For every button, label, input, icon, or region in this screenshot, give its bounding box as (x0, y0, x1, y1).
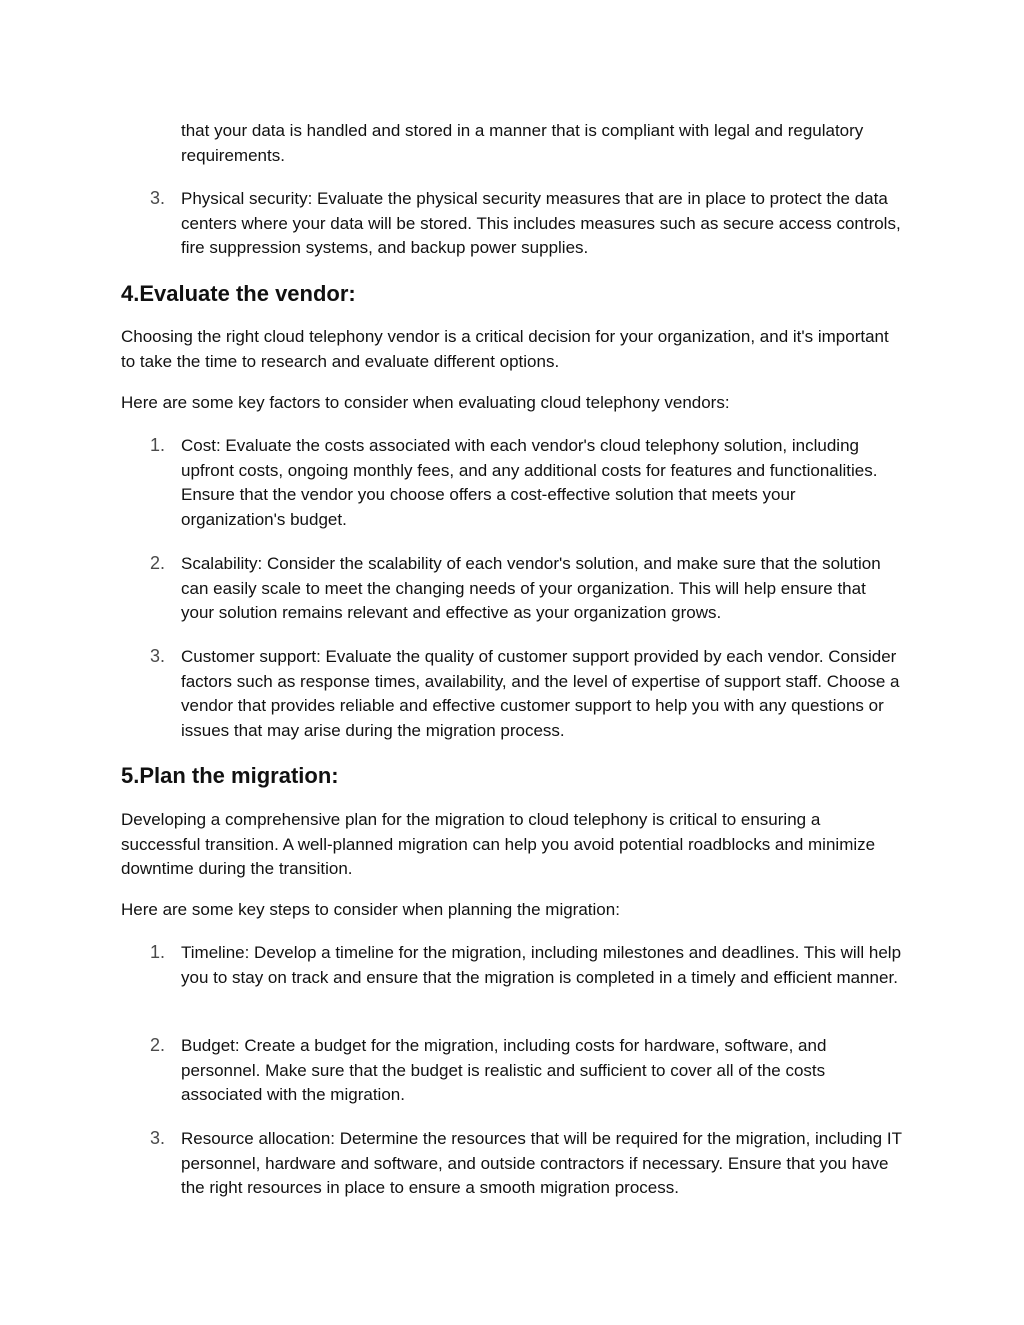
section-heading-plan-migration: 5.Plan the migration: (121, 763, 339, 788)
list-item-text: Budget: Create a budget for the migration, including costs for hardware, software, and personnel. Make sure that the budget is realistic and sufficient to cover all of the costs associated with the migration. (181, 1036, 827, 1104)
list-item-text: Physical security: Evaluate the physical security measures that are in place to protect the data centers where your data will be stored. This includes measures such as secure access controls, fire suppression systems, and backup power supplies. (181, 189, 901, 257)
list-item-number: 3. (150, 646, 166, 666)
list-item-text: Resource allocation: Determine the resources that will be required for the migration, including IT personnel, hardware and software, and outside contractors if necessary. Ensure that you have the right resources in place to ensure a smooth migration process. (181, 1129, 902, 1197)
paragraph: Choosing the right cloud telephony vendor is a critical decision for your organization, and it's important to take the time to research and evaluate different options. (121, 327, 889, 371)
list-item-text: Timeline: Develop a timeline for the migration, including milestones and deadlines. This will help you to stay on track and ensure that the migration is completed in a timely and efficient manner. (181, 943, 902, 987)
list-item-text: that your data is handled and stored in a manner that is compliant with legal and regulatory requirements. (181, 121, 864, 165)
list-item-number: 1. (150, 435, 166, 455)
paragraph: Developing a comprehensive plan for the migration to cloud telephony is critical to ensuring a successful transition. A well-planned migration can help you avoid potential roadblocks and minimize downtime during the transition. (121, 810, 876, 878)
list-item-number: 3. (150, 188, 166, 208)
paragraph: Here are some key factors to consider when evaluating cloud telephony vendors: (121, 393, 730, 412)
list-item-number: 3. (150, 1128, 166, 1148)
section-heading-evaluate-vendor: 4.Evaluate the vendor: (121, 281, 356, 306)
list-item-text: Customer support: Evaluate the quality of customer support provided by each vendor. Consider factors such as response times, availability, and the level of expertise of support staff. Choose a vendor that provides reliable and effective customer support to help you with any questions or issues that may arise during the migration process. (181, 647, 900, 740)
list-item-number: 2. (150, 553, 166, 573)
list-item-number: 2. (150, 1035, 166, 1055)
list-item-number: 1. (150, 942, 166, 962)
list-item-text: Scalability: Consider the scalability of each vendor's solution, and make sure that the solution can easily scale to meet the changing needs of your organization. This will help ensure that your solution remains relevant and effective as your organization grows. (181, 554, 881, 622)
list-item-text: Cost: Evaluate the costs associated with each vendor's cloud telephony solution, including upfront costs, ongoing monthly fees, and any additional costs for features and functionalities. Ensure that the vendor you choose offers a cost-effective solution that meets your organization's budget. (181, 436, 878, 529)
paragraph: Here are some key steps to consider when planning the migration: (121, 900, 620, 919)
